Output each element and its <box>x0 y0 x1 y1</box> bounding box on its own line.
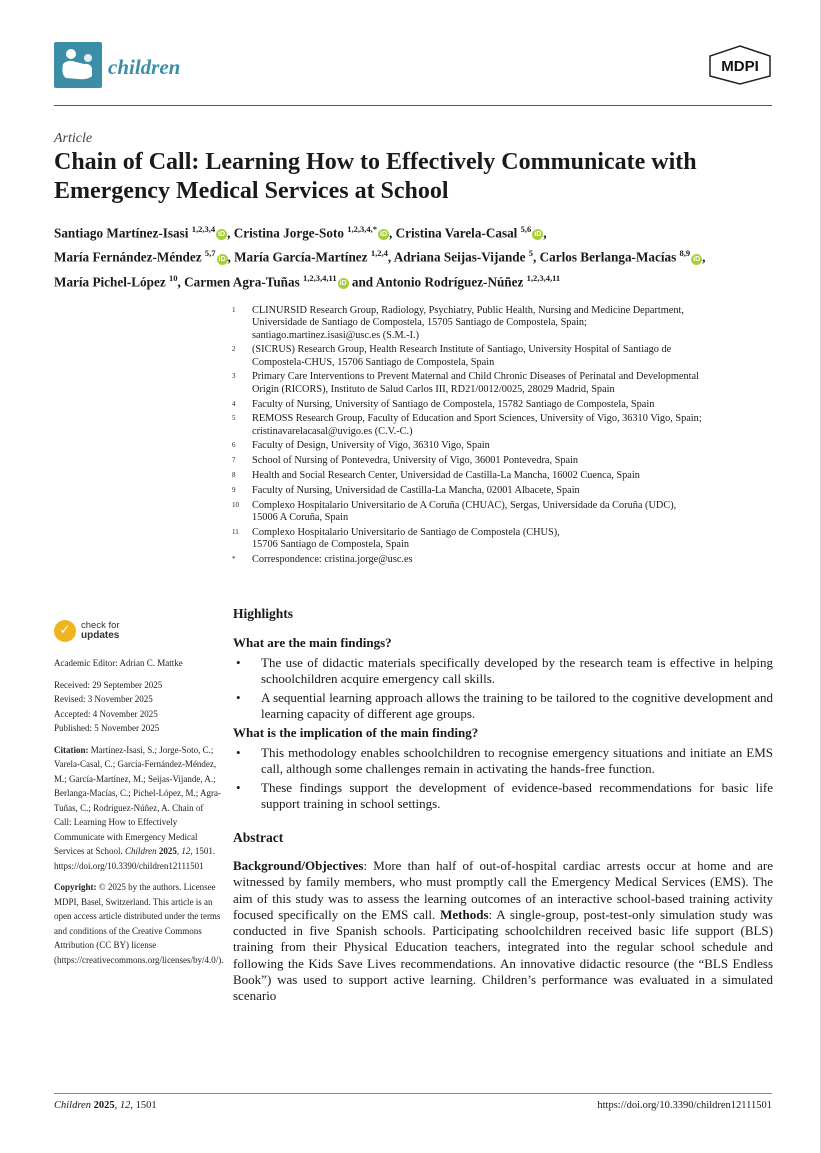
author-separator: , <box>543 225 547 241</box>
citation-label: Citation: <box>54 744 89 755</box>
orcid-icon[interactable]: iD <box>534 231 542 239</box>
affiliation-item <box>232 399 777 411</box>
author-separator: , <box>387 249 394 265</box>
affiliation-number: 3 <box>232 372 236 381</box>
citation-journal: Children <box>125 846 157 856</box>
author-name: María Pichel-López <box>54 274 166 290</box>
author-name: María García-Martínez <box>234 249 368 265</box>
affiliation-line: Faculty of Design, University of Vigo, 36310 Vigo, Spain <box>252 440 490 452</box>
affiliation-item <box>232 440 777 452</box>
affiliation-line: REMOSS Research Group, Faculty of Education and Sport Sciences, University of Vigo, 36310 Vigo, Spain; <box>252 413 702 425</box>
author-affiliation-marks: 5 <box>528 248 534 259</box>
background-label: Background/Objectives <box>233 858 364 873</box>
author-separator: , <box>177 274 185 290</box>
affiliation-item <box>232 485 777 497</box>
citation-year: 2025 <box>158 846 177 856</box>
received-date: Received: 29 September 2025 <box>54 679 163 690</box>
affiliation-line: 15006 A Coruña, Spain <box>252 511 349 523</box>
affiliation-item <box>232 455 777 467</box>
affiliation-line: Correspondence: cristina.jorge@usc.es <box>252 553 413 565</box>
affiliation-line: Primary Care Interventions to Prevent Maternal and Child Chronic Diseases of Perinatal and Developmental <box>252 371 699 383</box>
abstract-heading: Abstract <box>233 830 284 845</box>
affiliation-item <box>232 371 777 396</box>
footer-article-number: , 1501 <box>130 1100 157 1111</box>
affiliation-line: CLINURSID Research Group, Radiology, Psychiatry, Public Health, Nursing and Medicine Department, <box>252 305 684 316</box>
copyright-label: Copyright: <box>54 882 97 892</box>
affiliation-number: 8 <box>232 471 236 480</box>
footer-divider <box>54 1093 772 1094</box>
footer-citation: Children 2025, 12, 1501 <box>54 1100 157 1111</box>
affiliation-item <box>232 500 777 525</box>
author-name: Cristina Varela-Casal <box>395 225 518 241</box>
implication-list <box>233 745 773 812</box>
author-name: Carmen Agra-Tuñas <box>184 274 300 290</box>
journal-name: children <box>108 55 181 79</box>
article-title: Chain of Call: Learning How to Effectively Communicate with Emergency Medical Services at School <box>54 149 697 204</box>
affiliation-number: 1 <box>232 306 236 314</box>
affiliation-line: Complexo Hospitalario Universitario de Santiago de Compostela (CHUS), <box>252 526 560 538</box>
author-name: Santiago Martínez-Isasi <box>54 225 189 241</box>
list-item: • These findings support the development of evidence-based recommendations for basic life support training in school settings. <box>233 780 773 812</box>
author-list <box>54 219 778 292</box>
implication-heading: What is the implication of the main finding? <box>233 725 479 740</box>
author-name: Cristina Jorge-Soto <box>233 225 344 241</box>
article-type: Article <box>54 131 93 146</box>
citation-text: Martínez-Isasi, S.; Jorge-Soto, C.; Varela-Casal, C.; García-Fernández-Méndez, M.; García-Martínez, M.; Seijas-Vijande, A.; Berlanga-Macías, C.; Pichel-López, M.; Agra-Tuñas, C.; Rodríguez-Núñez, A. Chain of Call: Learning How to Effectively Communicate with Emergency Medical Services at School. <box>54 744 221 856</box>
affiliations <box>232 305 777 569</box>
affiliation-line: Faculty of Nursing, Universidad de Castilla-La Mancha, 02001 Albacete, Spain <box>252 484 580 496</box>
check-for-updates-button[interactable] <box>54 620 222 642</box>
author-affiliation-marks: 5,6 <box>520 224 532 234</box>
footer-doi-link[interactable]: https://doi.org/10.3390/children12111501 <box>597 1100 772 1111</box>
main-content <box>233 606 773 1005</box>
affiliation-line: Complexo Hospitalario Universitario de A Coruña (CHUAC), Sergas, Universidade da Coruña (UDC), <box>252 499 677 511</box>
affiliation-number: 6 <box>232 441 236 450</box>
check-updates-line1: check for <box>81 620 120 631</box>
affiliation-line: (SICRUS) Research Group, Health Research Institute of Santiago, University Hospital of Santiago de <box>252 344 672 356</box>
copyright <box>54 880 222 967</box>
copyright-text: © 2025 by the authors. Licensee MDPI, Basel, Switzerland. This article is an open access article distributed under the terms and conditions of the Creative Commons Attribution (CC BY) license (https://creativecommons.org/licenses/by/4.0/). <box>54 882 224 965</box>
author-name: Adriana Seijas-Vijande <box>393 249 526 265</box>
author-name: Antonio Rodríguez-Núñez <box>375 274 524 290</box>
journal-logo-icon <box>54 42 102 88</box>
affiliation-item <box>232 470 777 482</box>
background-text: : More than half of out-of-hospital cardiac arrests occur at home and are witnessed by family members, who must promptly call the Emergency Medical Services (EMS). The aim of this study was to assess the learning outcomes of an interactive school-based training activity focused specifically on the EMS call. <box>233 858 773 922</box>
main-findings-heading: What are the main findings? <box>233 635 392 650</box>
methods-text: : A single-group, post-test-only simulation study was conducted in five Spanish schools. Participating schoolchildren received basic life support (BLS) training from their Physical Education teachers, integrated into the regular school schedule and following the Kids Save Lives recommendations. An innovative didactic resource (the “BLS Endless Book”) was used to support active learning. Children’s performance was evaluated in a simulated scenario <box>233 906 773 1004</box>
affiliation-line: Faculty of Nursing, University of Santiago de Compostela, 15782 Santiago de Compostela, Spain <box>252 398 655 410</box>
affiliation-item <box>232 344 777 369</box>
orcid-icon[interactable]: iD <box>380 231 387 239</box>
accepted-date: Accepted: 4 November 2025 <box>54 708 158 719</box>
author-affiliation-marks: 1,2,3,4 <box>191 224 216 234</box>
main-findings-list <box>233 655 773 722</box>
author-name: María Fernández-Méndez <box>54 249 202 265</box>
revised-date: Revised: 3 November 2025 <box>54 694 153 704</box>
methods-label: Methods <box>440 906 489 922</box>
affiliation-line: santiago.martinez.isasi@usc.es (S.M.-I.) <box>252 329 420 341</box>
affiliation-line: Health and Social Research Center, Universidad de Castilla-La Mancha, 16002 Cuenca, Spain <box>252 470 640 482</box>
affiliation-line: Universidade de Santiago de Compostela, 15705 Santiago de Compostela, Spain; <box>252 317 587 329</box>
published-date: Published: 5 November 2025 <box>54 723 160 733</box>
affiliation-line: Origin (RICORS), Instituto de Salud Carlos III, RD21/0012/0025, 28029 Madrid, Spain <box>252 383 615 395</box>
footer-journal: Children <box>54 1100 91 1111</box>
affiliation-number: 4 <box>232 399 236 408</box>
author-name: Carlos Berlanga-Macías <box>539 249 677 265</box>
article-sidebar <box>54 620 222 974</box>
orcid-icon[interactable]: iD <box>218 231 226 239</box>
footer-volume: 12 <box>119 1100 131 1111</box>
author-affiliation-marks: 1,2,3,4,* <box>347 224 377 234</box>
affiliation-item <box>232 305 777 342</box>
author-separator: , <box>533 249 540 265</box>
check-updates-icon: ✓ <box>54 620 76 642</box>
list-item: • The use of didactic materials specifically developed by the research team is effective in helping schoolchildren acquire emergency call skills. <box>233 655 773 687</box>
author-separator: , <box>702 249 706 265</box>
affiliation-number: 7 <box>232 456 236 465</box>
author-affiliation-marks: 1,2,3,4,11 <box>526 272 561 283</box>
highlights-heading: Highlights <box>233 606 294 621</box>
affiliation-number: 11 <box>232 527 239 536</box>
list-item: • A sequential learning approach allows the training to be tailored to the cognitive development and learning capacity of different age groups. <box>233 690 773 722</box>
author-separator: , <box>227 249 235 265</box>
affiliation-number: 10 <box>232 500 239 509</box>
author-affiliation-marks: 8,9 <box>679 248 691 259</box>
author-separator: , <box>389 225 396 241</box>
orcid-icon[interactable]: iD <box>693 255 701 263</box>
mdpi-logo-text: MDPI <box>721 58 759 75</box>
affiliation-line: 15706 Santiago de Compostela, Spain <box>252 539 410 551</box>
mdpi-logo <box>706 44 774 86</box>
affiliation-line: School of Nursing of Pontevedra, University of Vigo, 36001 Pontevedra, Spain <box>252 455 579 467</box>
affiliation-line: cristinavarelacasal@uvigo.es (C.V.-C.) <box>252 425 413 437</box>
author-separator: and <box>348 274 376 290</box>
affiliation-line: Compostela-CHUS, 15706 Santiago de Compostela, Spain <box>252 356 495 368</box>
affiliation-number: 5 <box>232 414 236 423</box>
citation-volume: 12 <box>181 846 191 856</box>
header-divider <box>54 105 772 106</box>
orcid-icon[interactable]: iD <box>218 255 226 263</box>
affiliation-number: 9 <box>232 485 236 494</box>
affiliation-item <box>232 554 777 566</box>
footer-year: 2025 <box>93 1100 115 1111</box>
author-affiliation-marks: 1,2,3,4,11 <box>303 272 337 283</box>
citation-doi[interactable]: , 1501. https://doi.org/10.3390/children12111501 <box>54 846 216 871</box>
list-item: • This methodology enables schoolchildren to recognise emergency situations and initiate an EMS call, although some challenges remain in activating the hands-free function. <box>233 745 773 777</box>
academic-editor: Academic Editor: Adrian C. Mattke <box>54 658 183 668</box>
author-affiliation-marks: 1,2,4 <box>370 248 388 259</box>
author-affiliation-marks: 10 <box>169 272 178 283</box>
affiliation-item <box>232 527 777 552</box>
author-affiliation-marks: 5,7 <box>204 248 216 259</box>
author-separator: , <box>227 225 234 241</box>
affiliation-number: * <box>232 554 236 563</box>
check-updates-line2: updates <box>81 630 120 641</box>
affiliation-number: 2 <box>232 345 236 354</box>
orcid-icon[interactable]: iD <box>339 280 347 288</box>
citation: Citation: Martínez-Isasi, S.; Jorge-Soto, C.; Varela-Casal, C.; García-Fernández-Méndez, M.; García-Martínez, M.; Seijas-Vijande, A.; Berlanga-Macías, C.; Pichel-López, M.; Agra-Tuñas, C.; Rodríguez-Núñez, A. Chain of Call: Learning How to Effectively Communicate with Emergency Medical Services at School. Children 2025, 12, 1501. https://doi.org/10.3390/children12111501 <box>54 744 221 871</box>
affiliation-item <box>232 413 777 438</box>
abstract-text <box>233 858 773 1005</box>
